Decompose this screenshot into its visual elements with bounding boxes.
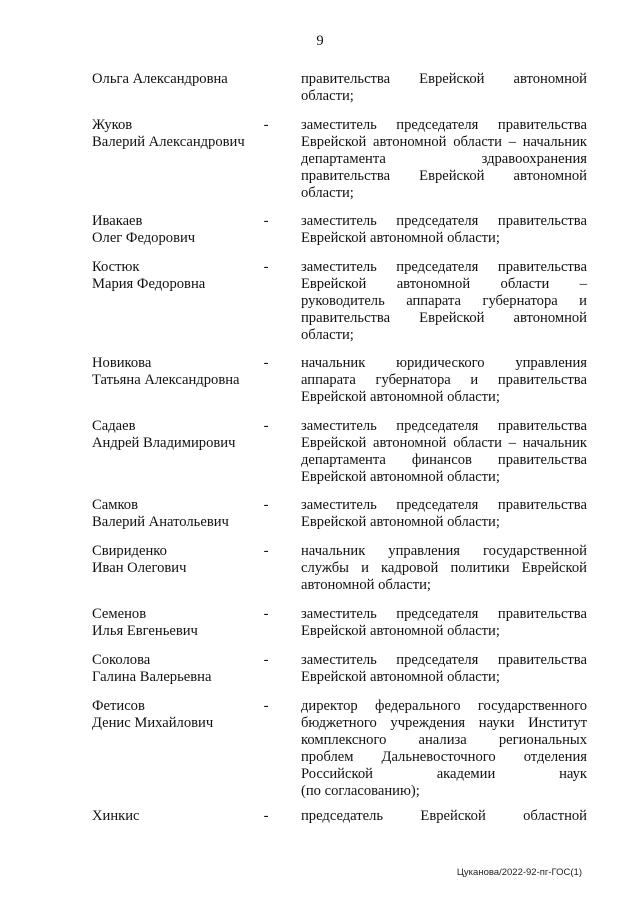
page-number: 9 [316, 33, 324, 49]
member-name [92, 698, 260, 732]
member-name [92, 418, 260, 452]
member-position-line: области; [301, 327, 354, 343]
member-position-line: проблем Дальневосточного отделения [301, 749, 587, 765]
member-name-line: Новикова [92, 355, 152, 371]
member-position [301, 71, 587, 105]
member-name [92, 606, 260, 640]
member-name-line: Андрей Владимирович [92, 435, 236, 451]
separator-dash: - [263, 355, 269, 371]
member-position-line: руководитель аппарата губернатора и [301, 293, 587, 309]
member-name [92, 808, 260, 825]
member-position-line: заместитель председателя правительства [301, 606, 587, 622]
member-position-line: начальник юридического управления [301, 355, 587, 371]
member-position-line: Российской академии наук [301, 766, 587, 782]
member-name [92, 652, 260, 686]
member-name-line: Семенов [92, 606, 147, 622]
member-position-line: департамента здравоохранения [301, 151, 587, 167]
member-name-line: Татьяна Александровна [92, 372, 240, 388]
member-position-line: автономной области; [301, 577, 431, 593]
member-position-line: начальник управления государственной [301, 543, 587, 559]
member-position-line: заместитель председателя правительства [301, 652, 587, 668]
document-code: Цуканова/2022-92-пг-ГОС(1) [456, 867, 582, 878]
member-position-line: заместитель председателя правительства [301, 497, 587, 513]
member-name [92, 259, 260, 293]
member-name-line: Соколова [92, 652, 151, 668]
member-name-line: Садаев [92, 418, 136, 434]
member-position-line: Еврейской автономной области – [301, 276, 587, 292]
separator-dash: - [263, 418, 269, 434]
member-position-line: правительства Еврейской автономной [301, 310, 587, 326]
separator-dash: - [263, 698, 269, 714]
member-position-line: директор федерального государственного [301, 698, 587, 714]
member-position-line: правительства Еврейской автономной [301, 168, 587, 184]
member-name [92, 71, 260, 88]
separator-dash: - [263, 259, 269, 275]
member-name-line: Галина Валерьевна [92, 669, 212, 685]
member-name-line: Валерий Анатольевич [92, 514, 229, 530]
separator-dash: - [263, 117, 269, 133]
member-position-line: комплексного анализа региональных [301, 732, 587, 748]
member-position-line: Еврейской автономной области; [301, 669, 500, 685]
member-position-line: заместитель председателя правительства [301, 213, 587, 229]
member-position [301, 355, 587, 406]
member-position [301, 497, 587, 531]
member-name [92, 543, 260, 577]
member-name-line: Ивакаев [92, 213, 143, 229]
member-position [301, 543, 587, 594]
member-position-line: председатель Еврейской областной [301, 808, 587, 824]
member-position-line: области; [301, 88, 354, 104]
member-position-line: заместитель председателя правительства [301, 259, 587, 275]
member-name-line: Валерий Александрович [92, 134, 245, 150]
member-name-line: Илья Евгеньевич [92, 623, 198, 639]
separator-dash: - [263, 213, 269, 229]
member-position-line: заместитель председателя правительства [301, 418, 587, 434]
member-position-line: правительства Еврейской автономной [301, 71, 587, 87]
member-position-line: Еврейской автономной области; [301, 514, 500, 530]
member-name-line: Мария Федоровна [92, 276, 206, 292]
member-name-line: Костюк [92, 259, 140, 275]
member-position [301, 418, 587, 486]
member-name-line: Фетисов [92, 698, 145, 714]
member-position [301, 259, 587, 344]
separator-dash: - [263, 606, 269, 622]
member-position-line: Еврейской автономной области; [301, 623, 500, 639]
member-position [301, 808, 587, 825]
separator-dash: - [263, 497, 269, 513]
member-position-line: бюджетного учреждения науки Институт [301, 715, 587, 731]
member-position [301, 606, 587, 640]
member-name-line: Свириденко [92, 543, 167, 559]
member-name-line: Олег Федорович [92, 230, 196, 246]
member-name-line: Иван Олегович [92, 560, 187, 576]
member-position [301, 652, 587, 686]
member-position [301, 698, 587, 800]
member-position-line: заместитель председателя правительства [301, 117, 587, 133]
member-position-line: службы и кадровой политики Еврейской [301, 560, 587, 576]
member-position-line: (по согласованию); [301, 783, 420, 799]
member-position [301, 213, 587, 247]
member-position-line: аппарата губернатора и правительства [301, 372, 587, 388]
member-position-line: Еврейской автономной области; [301, 389, 500, 405]
member-name [92, 355, 260, 389]
member-position-line: Еврейской автономной области; [301, 469, 500, 485]
separator-dash: - [263, 543, 269, 559]
member-position-line: Еврейской автономной области; [301, 230, 500, 246]
member-name [92, 117, 260, 151]
member-name [92, 497, 260, 531]
member-name-line: Жуков [92, 117, 133, 133]
member-name-line: Самков [92, 497, 138, 513]
member-name [92, 213, 260, 247]
separator-dash: - [263, 652, 269, 668]
member-name-line: Хинкис [92, 808, 140, 824]
member-name-line: Денис Михайлович [92, 715, 214, 731]
member-name-line: Ольга Александровна [92, 71, 228, 87]
member-position-line: Еврейской автономной области – начальник [301, 435, 587, 451]
separator-dash: - [263, 808, 269, 824]
member-position-line: Еврейской автономной области – начальник [301, 134, 587, 150]
member-position [301, 117, 587, 202]
member-position-line: области; [301, 185, 354, 201]
member-position-line: департамента финансов правительства [301, 452, 587, 468]
